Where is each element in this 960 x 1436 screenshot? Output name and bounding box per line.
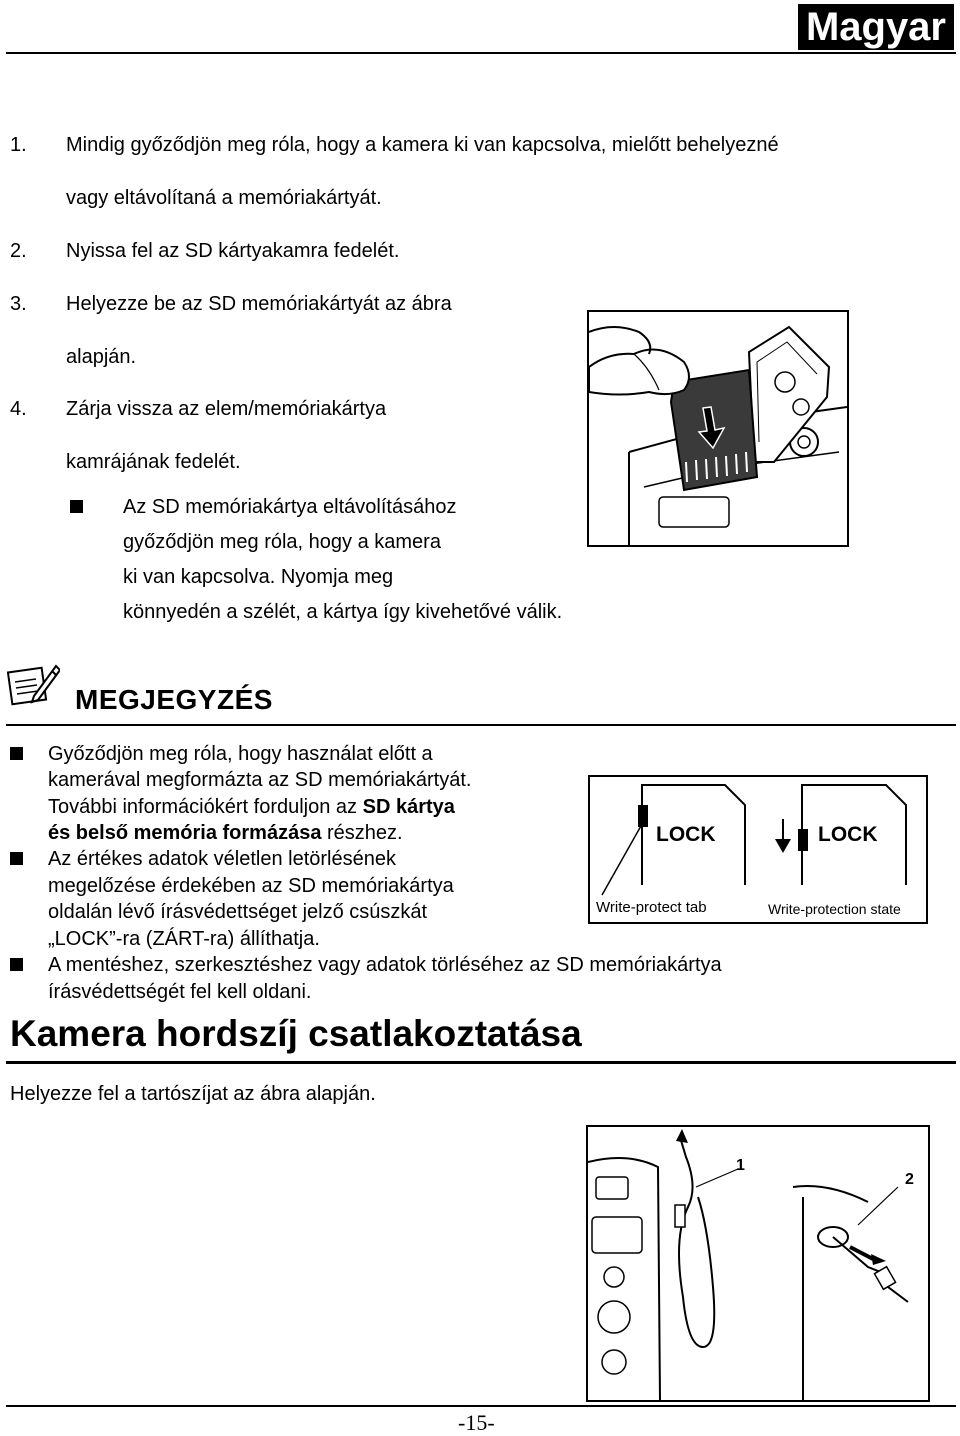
strap-section-text: Helyezze fel a tartószíjat az ábra alapján.	[10, 1083, 376, 1105]
step-4-text-cont: kamrájának fedelét.	[66, 451, 241, 473]
step-1-text-cont: vagy eltávolítaná a memóriakártyát.	[66, 187, 382, 209]
sd-card-formatting-reference: SD kártya	[362, 796, 455, 818]
note-pencil-icon	[6, 660, 60, 710]
note-rule	[6, 724, 956, 726]
bullet-icon	[10, 852, 23, 865]
removal-note-line: győződjön meg róla, hogy a kamera	[123, 531, 441, 553]
note-bullet2-line: „LOCK”-ra (ZÁRT-ra) állíthatja.	[48, 928, 320, 950]
page-number: -15-	[458, 1410, 495, 1435]
sd-card-insertion-figure	[587, 310, 849, 547]
write-protect-figure	[588, 775, 928, 924]
strap-section-rule	[6, 1061, 956, 1064]
strap-section-title: Kamera hordszíj csatlakoztatása	[10, 1013, 582, 1054]
bullet-icon	[10, 958, 23, 971]
step-1-number: 1.	[10, 134, 27, 156]
removal-note-line: ki van kapcsolva. Nyomja meg	[123, 566, 394, 588]
step-2-number: 2.	[10, 240, 27, 262]
note-bullet2-line: oldalán lévő írásvédettséget jelző csúszkát	[48, 901, 428, 923]
lock-label-right: LOCK	[818, 823, 878, 846]
write-protect-tab-caption: Write-protect tab	[596, 899, 707, 916]
note-bullet1-line: Győződjön meg róla, hogy használat előtt a	[48, 743, 433, 765]
note-bullet1-line: kamerával megformázta az SD memóriakártyát.	[48, 769, 472, 791]
lock-label-left: LOCK	[656, 823, 716, 846]
sd-card-insertion-illustration	[589, 312, 847, 545]
bullet-icon	[10, 747, 23, 760]
bullet-icon	[70, 500, 83, 513]
note-bullet3-line: A mentéshez, szerkesztéshez vagy adatok törléséhez az SD memóriakártya	[48, 954, 722, 976]
step-1-text: Mindig győződjön meg róla, hogy a kamera ki van kapcsolva, mielőtt behelyezné	[66, 134, 779, 156]
strap-step-2-label: 2	[905, 1171, 914, 1188]
note-title: MEGJEGYZÉS	[75, 684, 273, 715]
step-4-text: Zárja vissza az elem/memóriakártya	[66, 398, 387, 420]
note-bullet3-line: írásvédettségét fel kell oldani.	[48, 981, 312, 1003]
step-3-text: Helyezze be az SD memóriakártyát az ábra	[66, 293, 452, 315]
strap-attachment-figure	[586, 1125, 930, 1402]
step-3-number: 3.	[10, 293, 27, 315]
write-protection-state-caption: Write-protection state	[768, 901, 901, 917]
note-bullet1-line: és belső memória formázása részhez.	[48, 822, 403, 844]
step-4-number: 4.	[10, 398, 27, 420]
note-bullet2-line: megelőzése érdekében az SD memóriakártya	[48, 875, 454, 897]
note-bullet1-line: További információkért forduljon az SD kártya	[48, 796, 455, 818]
strap-attachment-illustration	[588, 1127, 928, 1400]
internal-memory-formatting-reference: és belső memória formázása	[48, 822, 322, 844]
step-2-text: Nyissa fel az SD kártyakamra fedelét.	[66, 240, 400, 262]
header-rule	[6, 52, 956, 54]
strap-step-1-label: 1	[736, 1157, 745, 1174]
note-bullet2-line: Az értékes adatok véletlen letörlésének	[48, 848, 396, 870]
step-3-text-cont: alapján.	[66, 346, 137, 368]
removal-note-line: könnyedén a szélét, a kártya így kivehetővé válik.	[123, 601, 563, 623]
footer-rule	[6, 1405, 956, 1407]
removal-note-line: Az SD memóriakártya eltávolításához	[123, 496, 457, 518]
language-badge: Magyar	[798, 4, 954, 50]
